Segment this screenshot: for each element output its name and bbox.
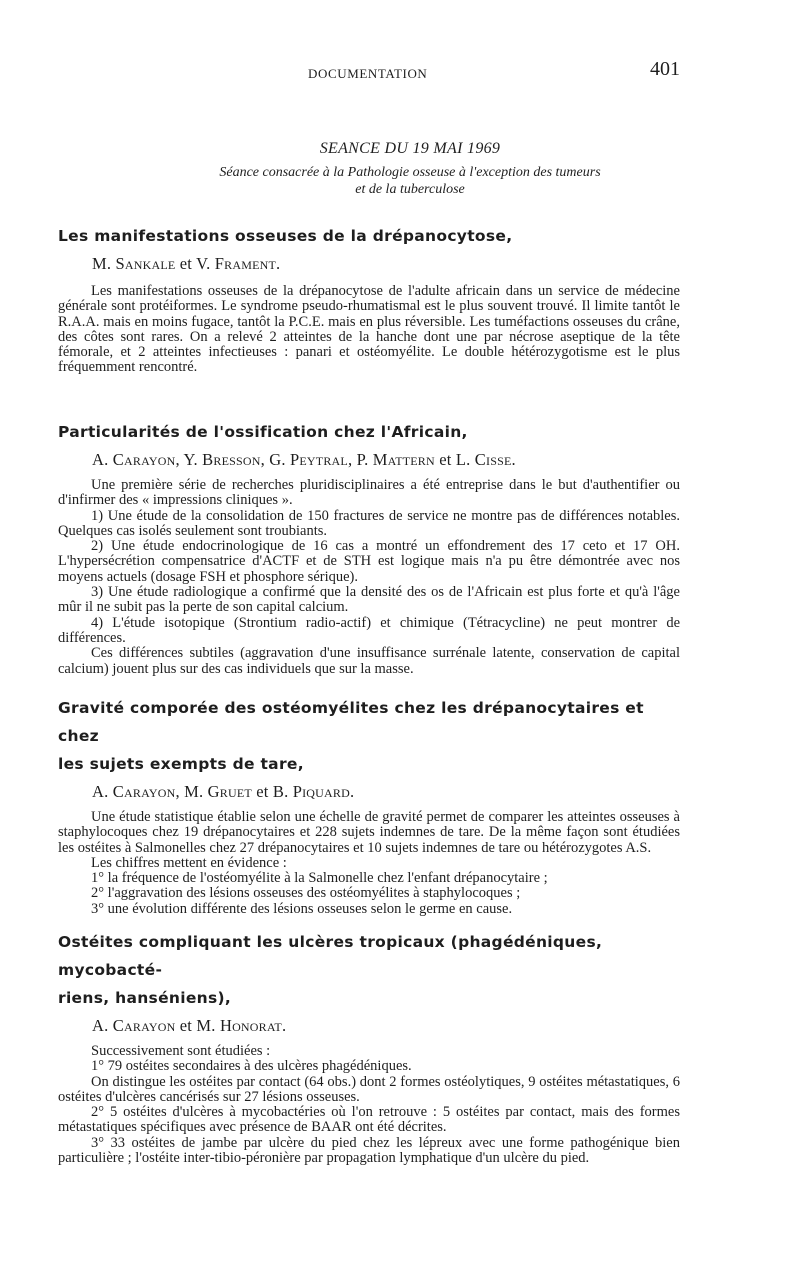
article-paragraph: 4) L'étude isotopique (Strontium radio-actif) et chimique (Tétracycline) ne peut montrer de différences.: [58, 614, 680, 646]
article-authors: A. Carayon, M. Gruet et B. Piquard.: [92, 782, 355, 801]
article-title: Les manifestations osseuses de la drépanocytose,: [58, 227, 513, 245]
article-paragraph: Ces différences subtiles (aggravation d'une insuffisance surrénale latente, conservation de capital calcium) jouent plus sur des cas individuels que sur la masse.: [58, 645, 680, 677]
article-paragraph: On distingue les ostéites par contact (64 obs.) dont 2 formes ostéolytiques, 9 ostéites métastatiques, 6 ostéites d'ulcères cancérisés sur 27 lésions osseuses.: [58, 1073, 680, 1105]
article-title-line2: riens, hanséniens),: [58, 989, 232, 1007]
article-paragraph: 1) Une étude de la consolidation de 150 fractures de service ne montre pas de différences notables. Quelques cas isolés seulement sont troubiants.: [58, 507, 680, 539]
list-item: 2° 5 ostéites d'ulcères à mycobactéries où l'on retrouve : 5 ostéites par contact, mais des formes métastatiques spécifiques avec présence de BAAR ont été décrites.: [58, 1104, 680, 1136]
list-item: 3° une évolution différente des lésions osseuses selon le germe en cause.: [91, 900, 513, 917]
article-authors: M. Sankale et V. Frament.: [92, 254, 281, 273]
session-subtitle-line1: Séance consacrée à la Pathologie osseuse à l'exception des tumeurs: [219, 165, 601, 180]
article-title-line1: Gravité comporée des ostéomyélites chez les drépanocytaires et chez: [58, 699, 644, 745]
article-osteomyelites: [58, 694, 680, 917]
article-authors: A. Carayon et M. Honorat.: [92, 1016, 287, 1035]
list-item: 1° la fréquence de l'ostéomyélite à la Salmonelle chez l'enfant drépanocytaire ;: [91, 870, 548, 887]
article-drepanocytose: [58, 222, 680, 376]
article-ossification: [58, 418, 680, 677]
article-paragraph: Successivement sont étudiées :: [91, 1043, 271, 1059]
article-paragraph: 2) Une étude endocrinologique de 16 cas a montré un effondrement des 17 ceto et 17 OH. L'hypersécrétion compensatrice d'ACTF et de STH est logique mais n'a pu être démontrée avec nos moyens actuels (dosage FSH et phosphore sérique).: [58, 538, 680, 585]
article-paragraph: Une première série de recherches pluridisciplinaires a été entreprise dans le but d'authentifier ou d'infirmer des « impressions cliniques ».: [58, 477, 680, 509]
running-title: DOCUMENTATION: [308, 66, 428, 81]
article-paragraph: Les manifestations osseuses de la drépanocytose de l'adulte africain dans un service de médecine générale sont protéiformes. Le syndrome pseudo-rhumatismal est le plus souvent trouvé. Il limite tantôt le R.A.A. mais en moins fugace, tantôt la P.C.E. mais en plus réversible. Les tuméfactions osseuses du crâne, des côtes sont rares. On a relevé 2 atteintes de la hanche dont une par nécrose aseptique de la tête fémorale, et 2 atteintes infectieuses : panari et ostéomyélite. Le double hétérozygotisme est le plus fréquemment rencontré.: [58, 283, 680, 376]
article-osteites-ulceres: [58, 928, 680, 1166]
session-heading: [100, 140, 720, 198]
session-subtitle-line2: et de la tuberculose: [355, 182, 465, 197]
session-subtitle: [100, 164, 720, 198]
session-title: SEANCE DU 19 MAI 1969: [319, 140, 501, 157]
article-title: [58, 694, 680, 778]
article-paragraph: Les chiffres mettent en évidence :: [91, 854, 287, 871]
article-title: [58, 928, 680, 1012]
article-paragraph: 3) Une étude radiologique a confirmé que la densité des os de l'Africain est plus forte et qu'à l'âge mûr il ne subit pas la perte de son capital calcium.: [58, 584, 680, 616]
article-title: Particularités de l'ossification chez l'Africain,: [58, 423, 468, 441]
list-item: 1° 79 ostéites secondaires à des ulcères phagédéniques.: [91, 1058, 412, 1075]
list-item: 2° l'aggravation des lésions osseuses des ostéomyélites à staphylocoques ;: [91, 885, 521, 902]
page-number: 401: [650, 58, 680, 80]
article-title-line2: les sujets exempts de tare,: [58, 755, 304, 773]
article-authors: A. Carayon, Y. Bresson, G. Peytral, P. Mattern et L. Cisse.: [92, 450, 516, 469]
list-item: 3° 33 ostéites de jambe par ulcère du pied chez les lépreux avec une forme pathogénique bien particulière ; l'ostéite inter-tibio-péronière par propagation lymphatique d'un ulcère du pied.: [58, 1134, 680, 1167]
article-title-line1: Ostéites compliquant les ulcères tropicaux (phagédéniques, mycobacté-: [58, 933, 603, 979]
article-paragraph: Une étude statistique établie selon une échelle de gravité permet de comparer les atteintes osseuses à staphylocoques chez 19 drépanocytaires et 228 sujets indemnes de tare. De la même façon sont étudiées les ostéites à Salmonelles chez 27 drépanocytaires et 10 sujets indemnes de tare ou hétérozygotes A.S.: [58, 809, 680, 856]
